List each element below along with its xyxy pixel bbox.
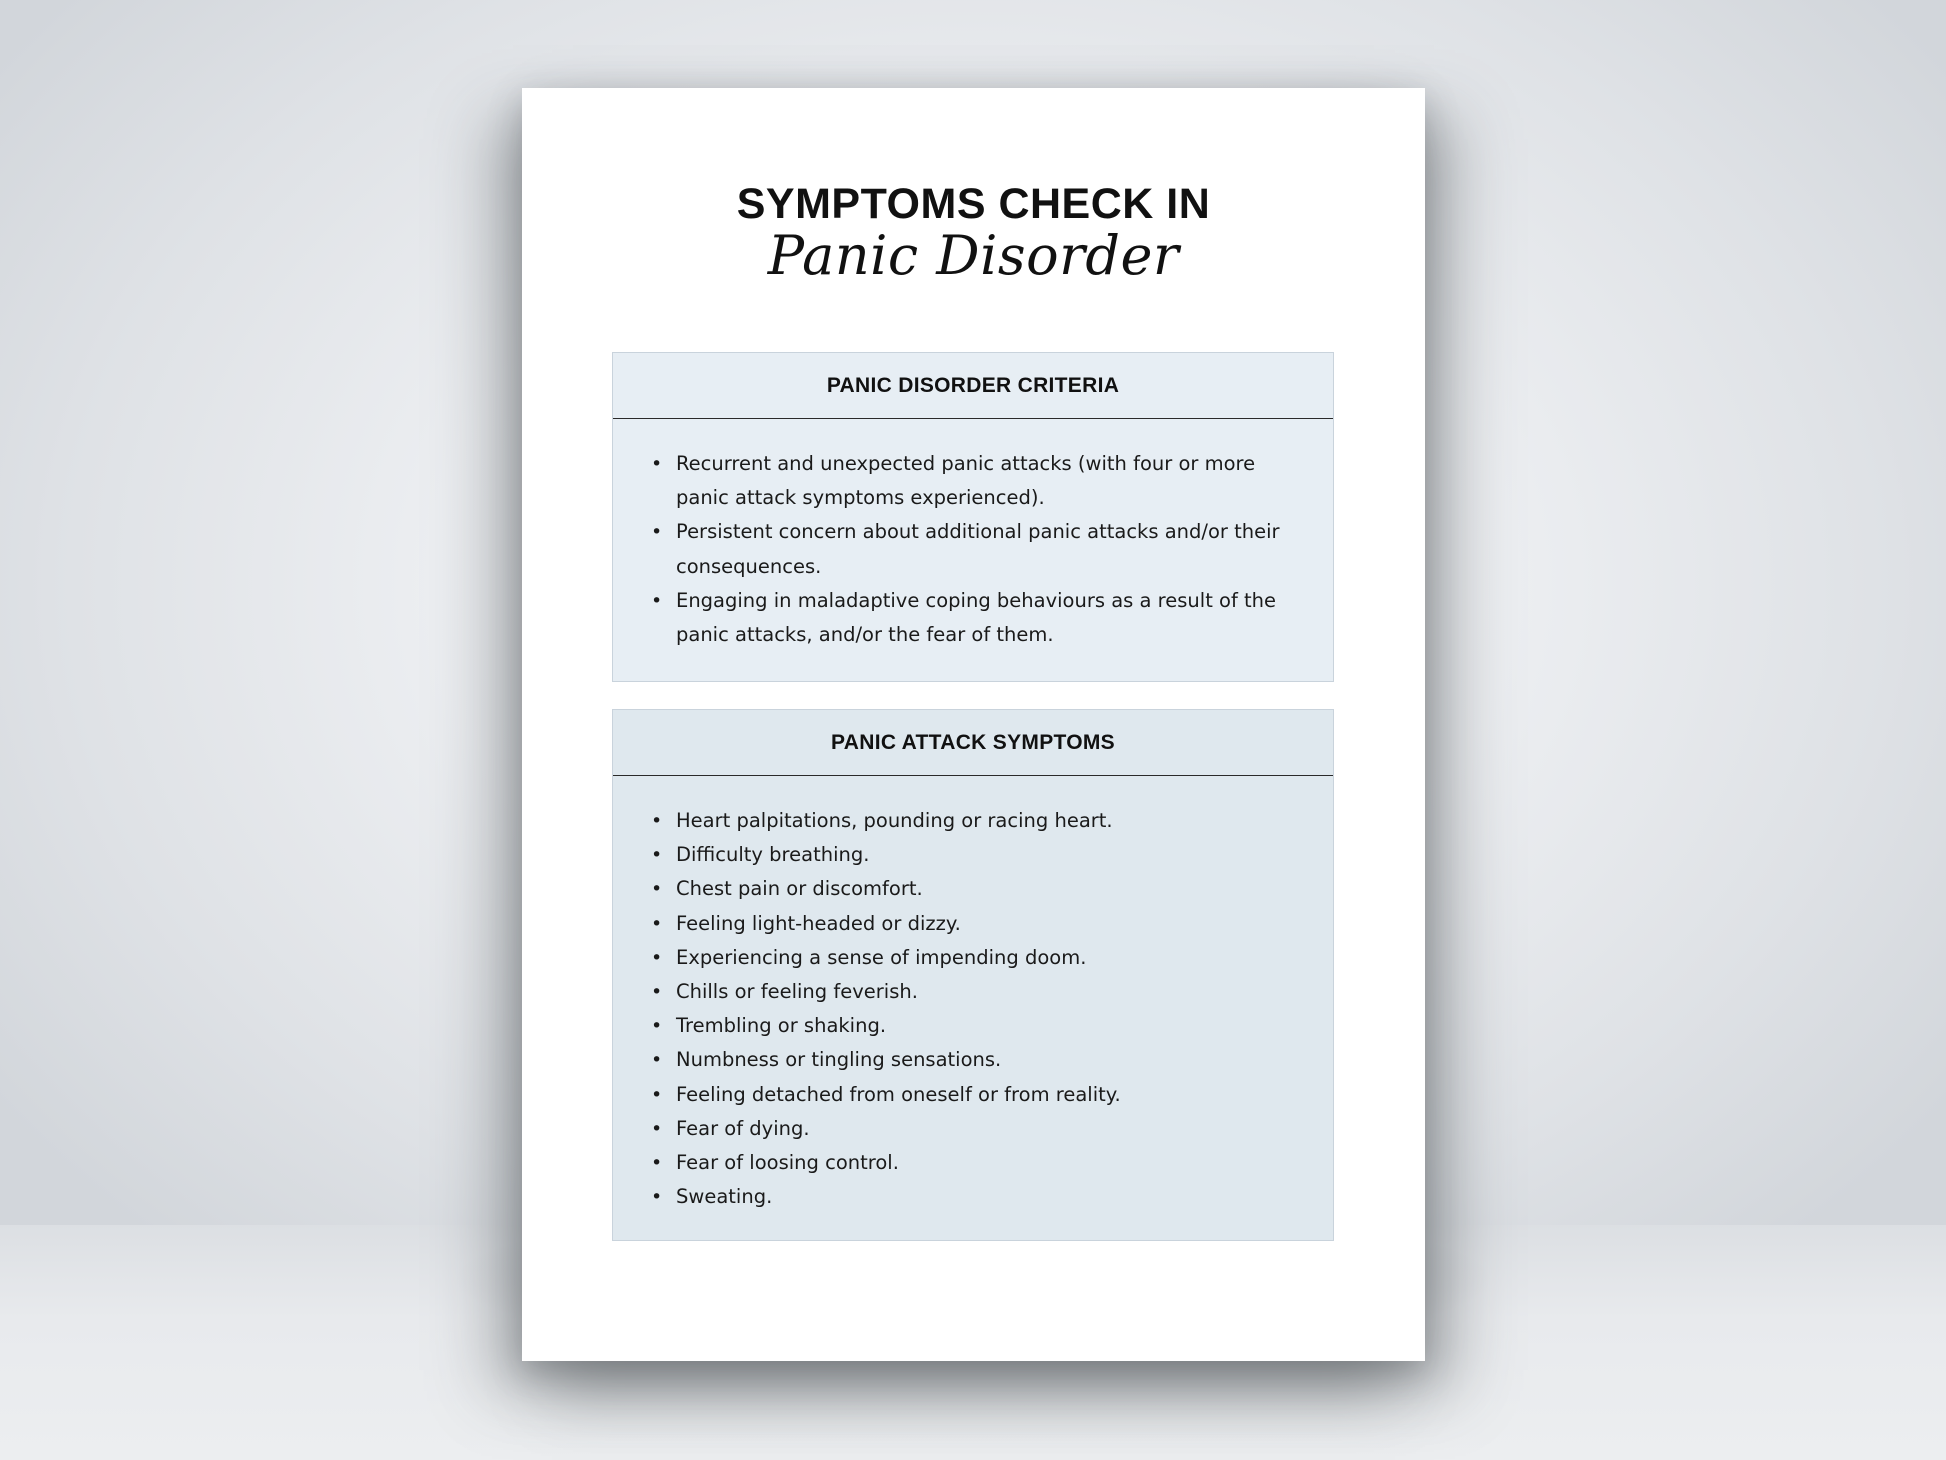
document-page xyxy=(522,88,1425,1361)
section-heading: PANIC ATTACK SYMPTOMS xyxy=(613,710,1333,776)
list-item: • Engaging in maladaptive coping behaviours as a result of the panic attacks, and/or the fear of them. xyxy=(613,584,1333,652)
list-item: • Heart palpitations, pounding or racing heart. xyxy=(613,804,1333,838)
list-item: • Sweating. xyxy=(613,1180,1333,1214)
page-subtitle: Panic Disorder xyxy=(767,224,1180,287)
bullet-icon: • xyxy=(651,844,663,867)
symptoms-list xyxy=(613,776,1333,1214)
criteria-list xyxy=(613,419,1333,652)
bullet-icon: • xyxy=(651,810,663,832)
criteria-section xyxy=(612,352,1334,682)
bullet-icon: • xyxy=(651,1049,663,1072)
list-item: • Persistent concern about additional panic attacks and/or their consequences. xyxy=(613,515,1333,583)
bullet-icon: • xyxy=(651,521,663,544)
list-item: • Numbness or tingling sensations. xyxy=(613,1043,1333,1077)
list-item: • Feeling light-headed or dizzy. xyxy=(613,907,1333,941)
bullet-icon: • xyxy=(651,589,663,612)
page-title: SYMPTOMS CHECK IN xyxy=(736,180,1211,228)
bullet-icon: • xyxy=(651,912,663,935)
bullet-icon: • xyxy=(651,878,663,901)
bullet-icon: • xyxy=(651,946,663,969)
bullet-icon: • xyxy=(651,1117,663,1140)
list-item: • Chest pain or discomfort. xyxy=(613,872,1333,906)
list-item: • Fear of loosing control. xyxy=(613,1146,1333,1180)
list-item: • Feeling detached from oneself or from reality. xyxy=(613,1078,1333,1112)
bullet-icon: • xyxy=(651,453,663,475)
bullet-icon: • xyxy=(651,1083,663,1106)
list-item: • Experiencing a sense of impending doom. xyxy=(613,941,1333,975)
list-item: • Trembling or shaking. xyxy=(613,1009,1333,1043)
list-item: • Recurrent and unexpected panic attacks (with four or more panic attack symptoms experienced). xyxy=(613,447,1333,515)
bullet-icon: • xyxy=(651,1015,663,1038)
section-heading: PANIC DISORDER CRITERIA xyxy=(613,353,1333,419)
bullet-icon: • xyxy=(651,1186,663,1209)
list-item: • Fear of dying. xyxy=(613,1112,1333,1146)
bullet-icon: • xyxy=(651,981,663,1004)
bullet-icon: • xyxy=(651,1152,663,1175)
list-item: • Chills or feeling feverish. xyxy=(613,975,1333,1009)
symptoms-section xyxy=(612,709,1334,1241)
list-item: • Difficulty breathing. xyxy=(613,838,1333,872)
